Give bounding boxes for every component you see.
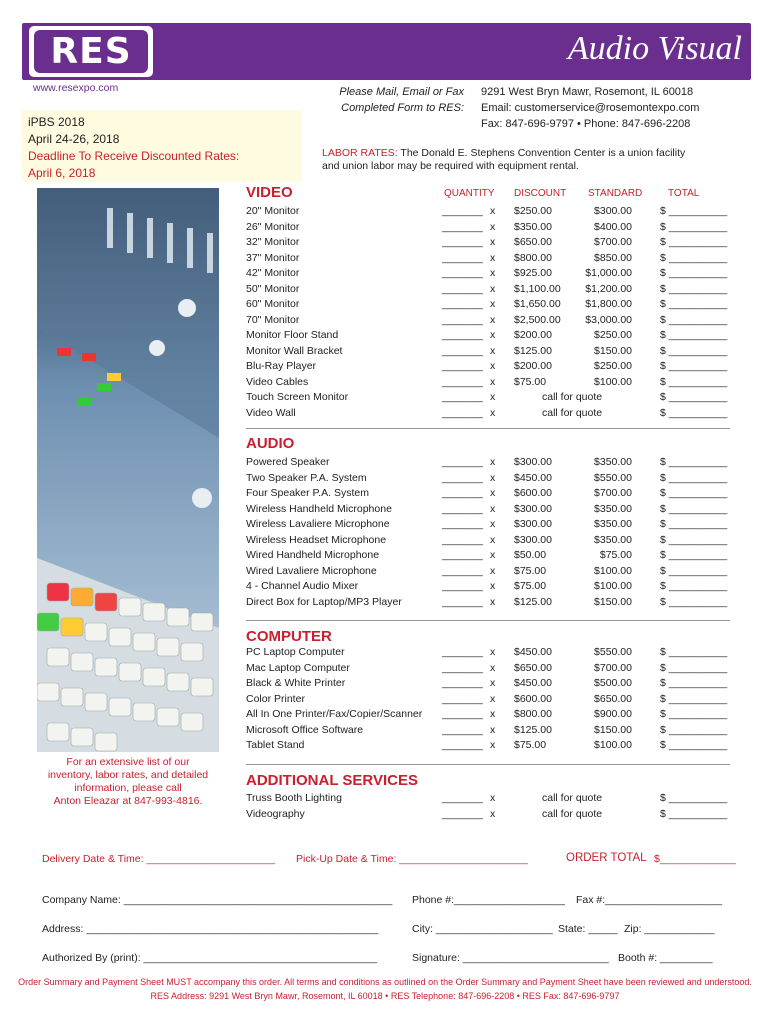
item-row (246, 596, 736, 612)
quantity-field[interactable]: _______ (442, 375, 483, 388)
quantity-field[interactable]: _______ (442, 267, 483, 279)
quantity-field[interactable]: _______ (442, 236, 483, 248)
item-name: Color Printer (246, 692, 305, 705)
item-row (246, 345, 736, 361)
authorized-by-field[interactable]: Authorized By (print): ________________________________________ (42, 952, 378, 964)
times-sign: x (490, 282, 496, 295)
discount-price: $125.00 (514, 723, 552, 736)
item-row (246, 283, 736, 299)
times-sign: x (490, 739, 496, 751)
quantity-field[interactable]: _______ (442, 807, 483, 820)
mail-fax-phone: Fax: 847-696-9797 • Phone: 847-696-2208 (481, 118, 691, 130)
total-field[interactable]: $ __________ (660, 344, 728, 357)
item-name: Powered Speaker (246, 456, 330, 468)
item-name: Monitor Wall Bracket (246, 344, 343, 357)
item-name: Wireless Lavaliere Microphone (246, 518, 390, 530)
item-row (246, 360, 736, 376)
section-title-additional: ADDITIONAL SERVICES (246, 772, 418, 789)
standard-price: $350.00 (594, 456, 632, 468)
item-row (246, 252, 736, 268)
total-field[interactable]: $ __________ (660, 595, 728, 608)
section-divider (246, 764, 730, 765)
standard-price: $250.00 (594, 360, 632, 372)
standard-price: $3,000.00 (585, 313, 632, 326)
item-row (246, 646, 736, 662)
total-field[interactable]: $ __________ (660, 564, 728, 577)
times-sign: x (490, 344, 496, 357)
quantity-field[interactable]: _______ (442, 456, 483, 468)
quantity-field[interactable]: _______ (442, 313, 483, 326)
discount-price: $1,650.00 (514, 298, 561, 310)
mail-address-block (481, 84, 699, 132)
item-name: Wired Lavaliere Microphone (246, 564, 377, 577)
total-field[interactable]: $ __________ (660, 282, 728, 295)
item-name: Two Speaker P.A. System (246, 471, 367, 484)
total-field[interactable]: $ __________ (660, 251, 728, 264)
times-sign: x (490, 220, 496, 233)
total-field[interactable]: $ __________ (660, 580, 728, 592)
times-sign: x (490, 518, 496, 530)
mail-address: 9291 West Bryn Mawr, Rosemont, IL 60018 (481, 86, 694, 98)
total-field[interactable]: $ __________ (660, 391, 728, 403)
quantity-field[interactable]: _______ (442, 518, 483, 530)
item-name: Tablet Stand (246, 739, 305, 751)
event-info-box (22, 110, 302, 182)
total-field[interactable]: $ __________ (660, 471, 728, 484)
quantity-field[interactable]: _______ (442, 549, 483, 561)
mail-label-line1: Please Mail, Email or Fax (339, 86, 464, 98)
discount-price: $450.00 (514, 646, 552, 658)
times-sign: x (490, 375, 496, 388)
item-name: 26" Monitor (246, 220, 300, 233)
quantity-field[interactable]: _______ (442, 692, 483, 705)
discount-price: $1,100.00 (514, 282, 561, 295)
times-sign: x (490, 692, 496, 705)
item-row (246, 221, 736, 237)
discount-price: $50.00 (514, 549, 547, 561)
discount-price: $650.00 (514, 661, 552, 674)
quantity-field[interactable]: _______ (442, 406, 483, 419)
times-sign: x (490, 267, 496, 279)
section-divider (246, 620, 730, 621)
item-name: Mac Laptop Computer (246, 661, 350, 674)
total-field[interactable]: $ __________ (660, 487, 728, 499)
quantity-field[interactable]: _______ (442, 792, 483, 804)
page-title: Audio Visual (567, 30, 742, 67)
item-row (246, 662, 736, 678)
standard-price: $150.00 (594, 595, 632, 608)
times-sign: x (490, 456, 496, 468)
address-field[interactable]: Address: __________________________________________________ (42, 923, 379, 935)
item-name: Four Speaker P.A. System (246, 487, 369, 499)
times-sign: x (490, 471, 496, 484)
discount-price: $300.00 (514, 502, 552, 515)
deadline-label: Deadline To Receive Discounted Rates: (28, 149, 240, 163)
logo-text: RES (34, 30, 148, 73)
total-field[interactable]: $ __________ (660, 533, 728, 546)
standard-price: $1,000.00 (585, 267, 632, 279)
item-row (246, 407, 736, 423)
times-sign: x (490, 391, 496, 403)
phone-field[interactable]: Phone #:___________________ (412, 894, 565, 906)
discount-price: $300.00 (514, 533, 552, 546)
quantity-field[interactable]: _______ (442, 723, 483, 736)
quantity-field[interactable]: _______ (442, 564, 483, 577)
times-sign: x (490, 549, 496, 561)
item-row (246, 391, 736, 407)
discount-price: $450.00 (514, 677, 552, 689)
booth-number-field[interactable]: Booth #: _________ (618, 952, 713, 964)
section-divider (246, 428, 730, 429)
total-field[interactable]: $ __________ (660, 360, 728, 372)
total-field[interactable]: $ __________ (660, 329, 728, 341)
times-sign: x (490, 580, 496, 592)
event-dates: April 24-26, 2018 (28, 132, 120, 146)
total-field[interactable]: $ __________ (660, 723, 728, 736)
times-sign: x (490, 236, 496, 248)
contact-note-line4: Anton Eleazar at 847-993-4816. (53, 795, 203, 807)
footer-terms: Order Summary and Payment Sheet MUST accompany this order. All terms and conditions as outlined on the Order Summary and Payment Sheet have been reviewed and understood. (18, 977, 752, 987)
labor-label: LABOR RATES: (322, 147, 398, 159)
discount-price: $450.00 (514, 471, 552, 484)
item-row (246, 456, 736, 472)
discount-price: $600.00 (514, 487, 552, 499)
standard-price: $850.00 (594, 251, 632, 264)
discount-price: $800.00 (514, 708, 552, 720)
quantity-field[interactable]: _______ (442, 677, 483, 689)
standard-price: $100.00 (594, 375, 632, 388)
total-field[interactable]: $ __________ (660, 236, 728, 248)
times-sign: x (490, 251, 496, 264)
total-field[interactable]: $ __________ (660, 708, 728, 720)
contact-note-line3: information, please call (74, 782, 182, 794)
item-name: Video Cables (246, 375, 309, 388)
event-name: iPBS 2018 (28, 115, 85, 129)
item-row (246, 724, 736, 740)
standard-price: $700.00 (594, 661, 632, 674)
standard-price: $1,800.00 (585, 298, 632, 310)
discount-price: $200.00 (514, 329, 552, 341)
discount-price: $925.00 (514, 267, 552, 279)
item-row (246, 708, 736, 724)
state-field[interactable]: State: _____ (558, 923, 618, 935)
labor-text-line1: The Donald E. Stephens Convention Center is a union facility (397, 147, 686, 159)
quantity-field[interactable]: _______ (442, 391, 483, 403)
standard-price: $100.00 (594, 564, 632, 577)
item-name: 32" Monitor (246, 236, 300, 248)
discount-price: $650.00 (514, 236, 552, 248)
times-sign: x (490, 487, 496, 499)
quantity-field[interactable]: _______ (442, 502, 483, 515)
discount-price: $125.00 (514, 344, 552, 357)
item-name: Microsoft Office Software (246, 723, 364, 736)
item-row (246, 314, 736, 330)
contact-note-line2: inventory, labor rates, and detailed (47, 769, 209, 781)
quantity-field[interactable]: _______ (442, 580, 483, 592)
discount-price: $75.00 (514, 564, 547, 577)
standard-price: $100.00 (594, 739, 632, 751)
mail-label-line2: Completed Form to RES: (341, 102, 464, 114)
times-sign: x (490, 677, 496, 689)
standard-price: $75.00 (599, 549, 632, 561)
quantity-field[interactable]: _______ (442, 661, 483, 674)
total-field[interactable]: $ __________ (660, 456, 728, 468)
quantity-field[interactable]: _______ (442, 205, 483, 217)
item-name: Direct Box for Laptop/MP3 Player (246, 595, 402, 608)
total-field[interactable]: $ __________ (660, 313, 728, 326)
times-sign: x (490, 807, 496, 820)
item-name: Truss Booth Lighting (246, 792, 342, 804)
discount-price: $75.00 (514, 739, 547, 751)
total-field[interactable]: $ __________ (660, 406, 728, 419)
discount-price: $75.00 (514, 580, 547, 592)
city-field[interactable]: City: ____________________ (412, 923, 553, 935)
total-field[interactable]: $ __________ (660, 549, 728, 561)
standard-price: $550.00 (594, 646, 632, 658)
order-total-label: ORDER TOTAL (566, 852, 647, 864)
item-row (246, 518, 736, 534)
item-name: Monitor Floor Stand (246, 329, 339, 341)
item-row (246, 298, 736, 314)
call-for-quote: call for quote (542, 391, 603, 403)
quantity-field[interactable]: _______ (442, 344, 483, 357)
item-row (246, 534, 736, 550)
item-name: Blu-Ray Player (246, 360, 317, 372)
item-row (246, 236, 736, 252)
total-field[interactable]: $ __________ (660, 677, 728, 689)
discount-price: $75.00 (514, 375, 547, 388)
total-field[interactable]: $ __________ (660, 739, 728, 751)
item-name: 20" Monitor (246, 205, 300, 217)
total-field[interactable]: $ __________ (660, 220, 728, 233)
discount-price: $200.00 (514, 360, 552, 372)
item-name: PC Laptop Computer (246, 646, 345, 658)
times-sign: x (490, 792, 496, 804)
quantity-field[interactable]: _______ (442, 298, 483, 310)
mail-instructions (300, 84, 464, 116)
total-field[interactable]: $ __________ (660, 692, 728, 705)
mixing-console-photo (37, 188, 219, 752)
standard-price: $700.00 (594, 487, 632, 499)
quantity-field[interactable]: _______ (442, 533, 483, 546)
total-field[interactable]: $ __________ (660, 502, 728, 515)
item-row (246, 329, 736, 345)
times-sign: x (490, 360, 496, 372)
standard-price: $350.00 (594, 502, 632, 515)
quantity-field[interactable]: _______ (442, 251, 483, 264)
times-sign: x (490, 329, 496, 341)
item-row (246, 808, 736, 824)
times-sign: x (490, 595, 496, 608)
standard-price: $350.00 (594, 533, 632, 546)
item-name: Videography (246, 807, 305, 820)
standard-price: $250.00 (594, 329, 632, 341)
item-row (246, 503, 736, 519)
labor-text-line2: and union labor may be required with equipment rental. (322, 160, 579, 172)
times-sign: x (490, 723, 496, 736)
call-for-quote: call for quote (542, 792, 603, 804)
item-name: Wireless Handheld Microphone (246, 502, 392, 515)
item-row (246, 739, 736, 755)
item-row (246, 549, 736, 565)
item-row (246, 472, 736, 488)
quantity-field[interactable]: _______ (442, 360, 483, 372)
signature-field[interactable]: Signature: _________________________ (412, 952, 609, 964)
standard-price: $150.00 (594, 723, 632, 736)
standard-price: $150.00 (594, 344, 632, 357)
contact-note-line1: For an extensive list of our (66, 756, 190, 768)
fax-field[interactable]: Fax #:____________________ (576, 894, 722, 906)
times-sign: x (490, 533, 496, 546)
times-sign: x (490, 646, 496, 658)
column-header-total: TOTAL (668, 188, 700, 199)
item-name: 50" Monitor (246, 282, 300, 295)
zip-field[interactable]: Zip: ____________ (624, 923, 715, 935)
quantity-field[interactable]: _______ (442, 282, 483, 295)
total-field[interactable]: $ __________ (660, 646, 728, 658)
item-name: Black & White Printer (246, 677, 346, 689)
times-sign: x (490, 406, 496, 419)
standard-price: $300.00 (594, 205, 632, 217)
item-name: Wired Handheld Microphone (246, 549, 380, 561)
quantity-field[interactable]: _______ (442, 708, 483, 720)
times-sign: x (490, 313, 496, 326)
item-row (246, 487, 736, 503)
quantity-field[interactable]: _______ (442, 220, 483, 233)
times-sign: x (490, 298, 496, 310)
discount-price: $600.00 (514, 692, 552, 705)
column-header-discount: DISCOUNT (514, 188, 567, 199)
quantity-field[interactable]: _______ (442, 646, 483, 658)
item-row (246, 376, 736, 392)
quantity-field[interactable]: _______ (442, 595, 483, 608)
quantity-field[interactable]: _______ (442, 487, 483, 499)
discount-price: $2,500.00 (514, 313, 561, 326)
standard-price: $350.00 (594, 518, 632, 530)
delivery-date-field[interactable]: Delivery Date & Time: ______________________ (42, 853, 275, 865)
quantity-field[interactable]: _______ (442, 329, 483, 341)
total-field[interactable]: $ __________ (660, 807, 728, 820)
total-field[interactable]: $ __________ (660, 298, 728, 310)
standard-price: $550.00 (594, 471, 632, 484)
item-row (246, 677, 736, 693)
standard-price: $900.00 (594, 708, 632, 720)
item-row (246, 580, 736, 596)
times-sign: x (490, 661, 496, 674)
total-field[interactable]: $ __________ (660, 375, 728, 388)
order-total-field[interactable]: $_____________ (654, 853, 736, 865)
total-field[interactable]: $ __________ (660, 205, 728, 217)
discount-price: $250.00 (514, 205, 552, 217)
item-row (246, 693, 736, 709)
item-row (246, 565, 736, 581)
contact-note (37, 756, 219, 808)
standard-price: $1,200.00 (585, 282, 632, 295)
discount-price: $800.00 (514, 251, 552, 264)
quantity-field[interactable]: _______ (442, 739, 483, 751)
item-name: 60" Monitor (246, 298, 300, 310)
discount-price: $125.00 (514, 595, 552, 608)
deadline-date: April 6, 2018 (28, 166, 96, 180)
item-name: 70" Monitor (246, 313, 300, 326)
section-title-video: VIDEO (246, 184, 293, 201)
item-name: 42" Monitor (246, 267, 300, 279)
pickup-date-field[interactable]: Pick-Up Date & Time: ______________________ (296, 853, 528, 865)
item-row (246, 792, 736, 808)
standard-price: $500.00 (594, 677, 632, 689)
item-name: 4 - Channel Audio Mixer (246, 580, 359, 592)
item-name: Touch Screen Monitor (246, 391, 349, 403)
discount-price: $350.00 (514, 220, 552, 233)
item-name: Video Wall (246, 406, 296, 419)
discount-price: $300.00 (514, 518, 552, 530)
section-title-computer: COMPUTER (246, 628, 332, 645)
call-for-quote: call for quote (542, 807, 603, 820)
discount-price: $300.00 (514, 456, 552, 468)
item-name: All In One Printer/Fax/Copier/Scanner (246, 708, 423, 720)
company-name-field[interactable]: Company Name: ______________________________________________ (42, 894, 393, 906)
total-field[interactable]: $ __________ (660, 518, 728, 530)
total-field[interactable]: $ __________ (660, 267, 728, 279)
times-sign: x (490, 205, 496, 217)
item-row (246, 205, 736, 221)
mail-email[interactable]: Email: customerservice@rosemontexpo.com (481, 102, 700, 114)
website-link[interactable]: www.resexpo.com (33, 82, 119, 94)
column-header-standard: STANDARD (588, 188, 643, 199)
item-name: 37" Monitor (246, 251, 300, 264)
times-sign: x (490, 502, 496, 515)
call-for-quote: call for quote (542, 406, 603, 419)
times-sign: x (490, 564, 496, 577)
standard-price: $700.00 (594, 236, 632, 248)
res-logo (26, 23, 156, 80)
footer-contact: RES Address: 9291 West Bryn Mawr, Rosemont, IL 60018 • RES Telephone: 847-696-2208 • RES Fax: 847-696-9797 (150, 991, 620, 1001)
labor-rates-note (322, 147, 722, 173)
standard-price: $400.00 (594, 220, 632, 233)
section-title-audio: AUDIO (246, 435, 295, 452)
item-name: Wireless Headset Microphone (246, 533, 387, 546)
column-header-quantity: QUANTITY (444, 188, 495, 199)
standard-price: $650.00 (594, 692, 632, 705)
total-field[interactable]: $ __________ (660, 792, 728, 804)
quantity-field[interactable]: _______ (442, 471, 483, 484)
total-field[interactable]: $ __________ (660, 661, 728, 674)
times-sign: x (490, 708, 496, 720)
item-row (246, 267, 736, 283)
standard-price: $100.00 (594, 580, 632, 592)
